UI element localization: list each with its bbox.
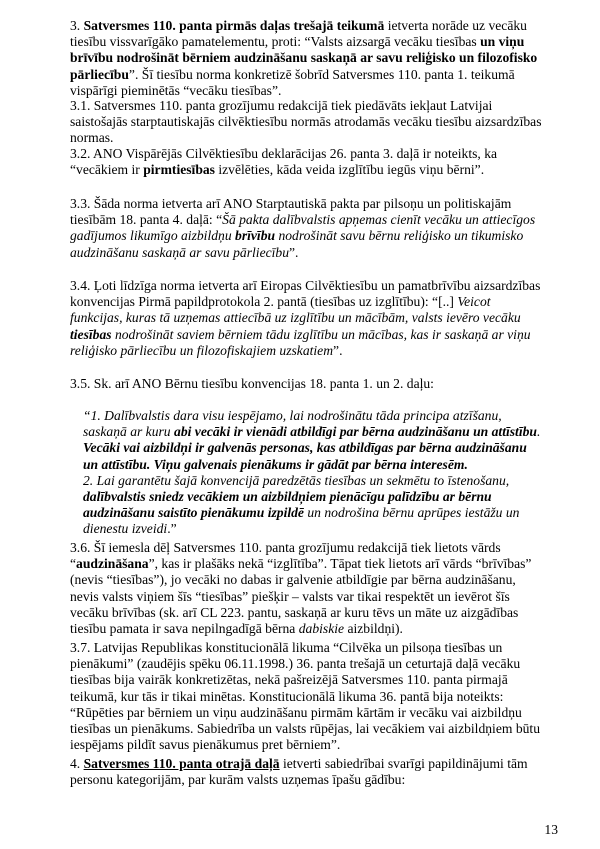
paragraph-3-5 bbox=[70, 376, 544, 392]
text-run: 3.1. Satversmes 110. panta grozījumu redakcijā tiek piedāvāts iekļaut Latvijai saistošajās starptautiskajās cilvēktiesību normās atrodamās vecāku tiesību aizsardzības normas. bbox=[70, 98, 542, 146]
quote-text: 1. Dalībvalstis dara visu iespējamo, lai nodrošinātu tāda principa atzīšanu, saskaņā ar kuru bbox=[83, 408, 502, 440]
text-run: 3.4. Ļoti līdzīga norma ietverta arī Eiropas Cilvēktiesību un pamatbrīvību aizsardzības konvencijas Pirmā papildprotokola 2. pantā (tiesības uz izglītību): “[..] bbox=[70, 278, 541, 310]
page-number: 13 bbox=[544, 822, 558, 837]
open-quote: “ bbox=[83, 408, 91, 423]
quote-text: un nodrošina bērnu aprūpes iestāžu un dienestu izveidi bbox=[83, 505, 520, 537]
bold-text: audzināšana bbox=[76, 556, 149, 572]
text-run: ”. Šī tiesību norma konkretizē šobrīd Satversmes 110. panta 1. teikumā vispārīgi pieminētās “vecāku tiesības”. bbox=[70, 66, 515, 98]
italic-text: nodrošināt savu bērnu reliģisko un tikumisko audzināšanu saskaņā ar savu pārliecību bbox=[70, 228, 524, 260]
paragraph-3-3 bbox=[70, 196, 544, 261]
text-run: 3.3. Šāda norma ietverta arī ANO Starptautiskā pakta par pilsoņu un politiskajām tiesībām 18. panta 4. daļā: “ bbox=[70, 196, 512, 228]
quote-bold-text: dalībvalstis sniedz vecākiem un aizbildņiem pienācīgu palīdzību ar bērnu audzināšanu saistīto pienākumu izpildē bbox=[83, 489, 492, 521]
text-run: ietverti sabiedrībai svarīgi papildinājumi tām personu kategorijām, par kurām valsts uzņemas īpašu gādību: bbox=[70, 756, 528, 788]
quote-text: 2. Lai garantētu šajā konvencijā paredzētās tiesības un sekmētu to īstenošanu, bbox=[83, 472, 510, 488]
paragraph-3-6 bbox=[70, 540, 544, 637]
paragraph-3-1 bbox=[70, 98, 544, 147]
block-quote bbox=[83, 408, 543, 538]
italic-text: dabiskie bbox=[298, 621, 345, 637]
text-run: ietverta norāde uz vecāku tiesību vissvarīgāko pamatelementu, proti: “Valsts aizsargā vecāku tiesības bbox=[70, 18, 527, 50]
paragraph-3-4 bbox=[70, 278, 544, 359]
text-run: 3.2. ANO Vispārējās Cilvēktiesību deklarācijas 26. panta 3. daļā ir noteikts, ka “vecākiem ir bbox=[70, 146, 498, 178]
quote-text: . bbox=[536, 424, 541, 440]
paragraph-3-2 bbox=[70, 146, 544, 178]
bold-italic-text: brīvību bbox=[235, 228, 276, 244]
bold-italic-text: tiesības bbox=[70, 326, 112, 342]
paragraph-3-7 bbox=[70, 640, 544, 753]
text-run: izvēlēties, kāda veida izglītību iegūs viņu bērni”. bbox=[214, 162, 485, 178]
text-run: 3.6. Šī iemesla dēļ Satversmes 110. panta grozījumu redakcijā tiek lietots vārds “ bbox=[70, 540, 501, 572]
quote-bold-text: abi vecāki ir vienādi atbildīgi par bērna audzināšanu un attīstību bbox=[174, 424, 537, 440]
italic-text: Veicot funkcijas, kuras tā uzņemas attiecībā uz izglītību un mācībām, valsts ievēro vecāku bbox=[70, 294, 521, 326]
bold-text: Satversmes 110. panta pirmās daļas trešajā teikumā bbox=[83, 18, 385, 33]
paragraph-3 bbox=[70, 18, 544, 99]
text-run: aizbildņi). bbox=[344, 621, 403, 637]
paragraph-number: 3. bbox=[70, 18, 84, 33]
paragraph-number: 4. bbox=[70, 756, 84, 771]
paragraph-4 bbox=[70, 756, 544, 788]
text-run: 3.5. Sk. arī ANO Bērnu tiesību konvencijas 18. panta 1. un 2. daļu: bbox=[70, 376, 434, 391]
bold-underlined-text: Satversmes 110. panta otrajā daļā bbox=[83, 756, 280, 771]
text-run: 3.7. Latvijas Republikas konstitucionālā likuma “Cilvēka un pilsoņa tiesības un pienākumi” (zaudējis spēku 06.11.1998.) 36. panta trešajā un ceturtajā daļā vecāku tiesības bija vairāk konkretizētas, nekā pašreizējā Satversmes 110. panta pirmajā teikumā, kur tās ir tikai minētas. Konstitucionālā likuma 36. pantā bija noteikts: “Rūpēties par bērniem un viņu audzināšanu pirmām kārtām ir vecāku vai aizbildņu tiesības un pienākums. Sabiedrība un valsts rūpējas, lai vecākiem vai aizbildņiem būtu iespējams pildīt savus pienākumus pret bērniem”. bbox=[70, 640, 540, 753]
text-run: ”. bbox=[289, 244, 299, 260]
bold-text: un viņu brīvību nodrošināt bērniem audzināšanu saskaņā ar savu reliģisko un filozofisko pārliecību bbox=[70, 34, 538, 82]
text-run: ”. bbox=[333, 342, 343, 358]
bold-text: pirmtiesības bbox=[143, 162, 215, 178]
text-run: ”, kas ir plašāks nekā “izglītība”. Tāpat tiek lietots arī vārds “brīvības” (nevis “tiesības”), jo vecāki no dabas ir galvenie atbildīgie par bērna audzināšanu, nevis valsts viņiem šīs “tiesības” piešķir – valsts var tikai respektēt un ievērot šīs vecāku brīvības (sk. arī CL 223. pantu, saskaņā ar kuru tēvs un māte uz aizgādības tiesību pamata ir sava nepilngadīgā bērna bbox=[70, 556, 532, 637]
close-quote: .” bbox=[167, 521, 177, 537]
quote-bold-text: Vecāki vai aizbildņi ir galvenās personas, kas atbildīgas par bērna audzināšanu un attīstību. Viņu galvenais pienākums ir gādāt par bērna interesēm. bbox=[83, 440, 527, 472]
italic-text: nodrošināt saviem bērniem tādu izglītību un mācības, kas ir saskaņā ar viņu reliģisko pārliecību un filozofiskajiem uzskatiem bbox=[70, 326, 531, 358]
italic-text: Šā pakta dalībvalstis apņemas cienīt vecāku un attiecīgos gadījumos likumīgo aizbildņu bbox=[70, 212, 536, 244]
